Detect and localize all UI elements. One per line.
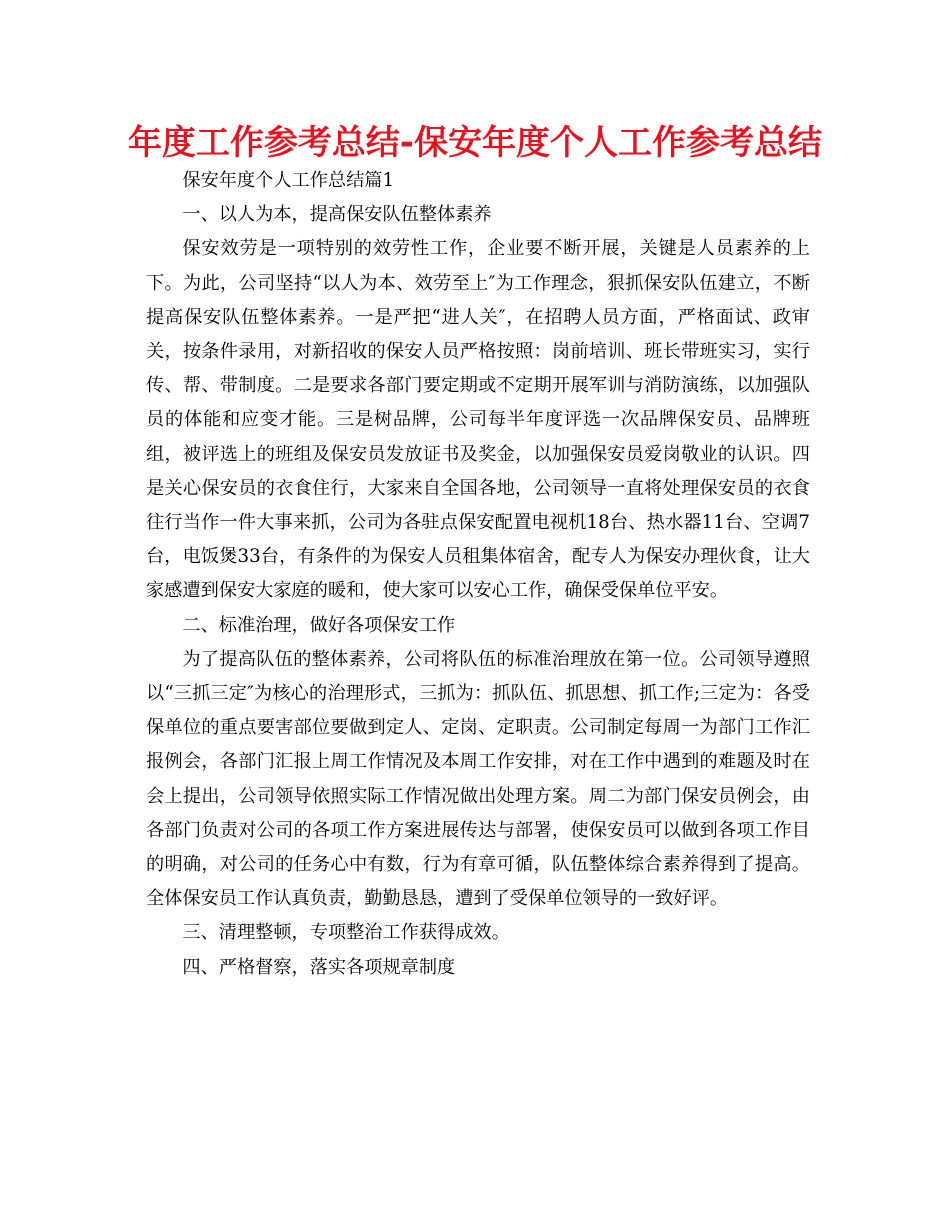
- section-heading: 三、清理整顿，专项整治工作获得成效。: [182, 922, 510, 944]
- body-paragraph: 为了提高队伍的整体素养，公司将队伍的标准治理放在第一位。公司领导遵照以“三抓三定″为核心的治理形式，三抓为：抓队伍、抓思想、抓工作;三定为：各受保单位的重点要害部位要做到定人、定岗、定职责。公司制定每周一为部门工作汇报例会，各部门汇报上周工作情况及本周工作安排，对在工作中遇到的难题及时在会上提出，公司领导依照实际工作情况做出处理方案。周二为部门保安员例会，由各部门负责对公司的各项工作方案进展传达与部署，使保安员可以做到各项工作目的明确，对公司的任务心中有数，行为有章可循，队伍整体综合素养得到了提高。全体保安员工作认真负责，勤勤恳恳，遭到了受保单位领导的一致好评。: [146, 648, 810, 910]
- section-heading: 一、以人为本，提高保安队伍整体素养: [182, 204, 492, 226]
- section-heading: 四、严格督察，落实各项规章制度: [182, 956, 456, 978]
- section-heading: 保安年度个人工作总结篇1: [182, 170, 395, 191]
- document-title: 年度工作参考总结-保安年度个人工作参考总结: [127, 123, 823, 163]
- body-paragraph: 保安效劳是一项特别的效劳性工作，企业要不断开展，关键是人员素养的上下。为此，公司坚持“以人为本、效劳至上″为工作理念，狠抓保安队伍建立，不断提高保安队伍整体素养。一是严把“进人关″，在招聘人员方面，严格面试、政审关，按条件录用，对新招收的保安人员严格按照：岗前培训、班长带班实习，实行传、帮、带制度。二是要求各部门要定期或不定期开展军训与消防演练，以加强队员的体能和应变才能。三是树品牌，公司每半年度评选一次品牌保安员、品牌班组，被评选上的班组及保安员发放证书及奖金，以加强保安员爱岗敬业的认识。四是关心保安员的衣食住行，大家来自全国各地，公司领导一直将处理保安员的衣食往行当作一件大事来抓，公司为各驻点保安配置电视机18台、热水器11台、空调7台，电饭煲33台，有条件的为保安人员租集体宿舍，配专人为保安办理伙食，让大家感遭到保安大家庭的暖和，使大家可以安心工作，确保受保单位平安。: [146, 238, 810, 602]
- section-heading: 二、标准治理，做好各项保安工作: [182, 614, 456, 636]
- document-body: [146, 164, 810, 985]
